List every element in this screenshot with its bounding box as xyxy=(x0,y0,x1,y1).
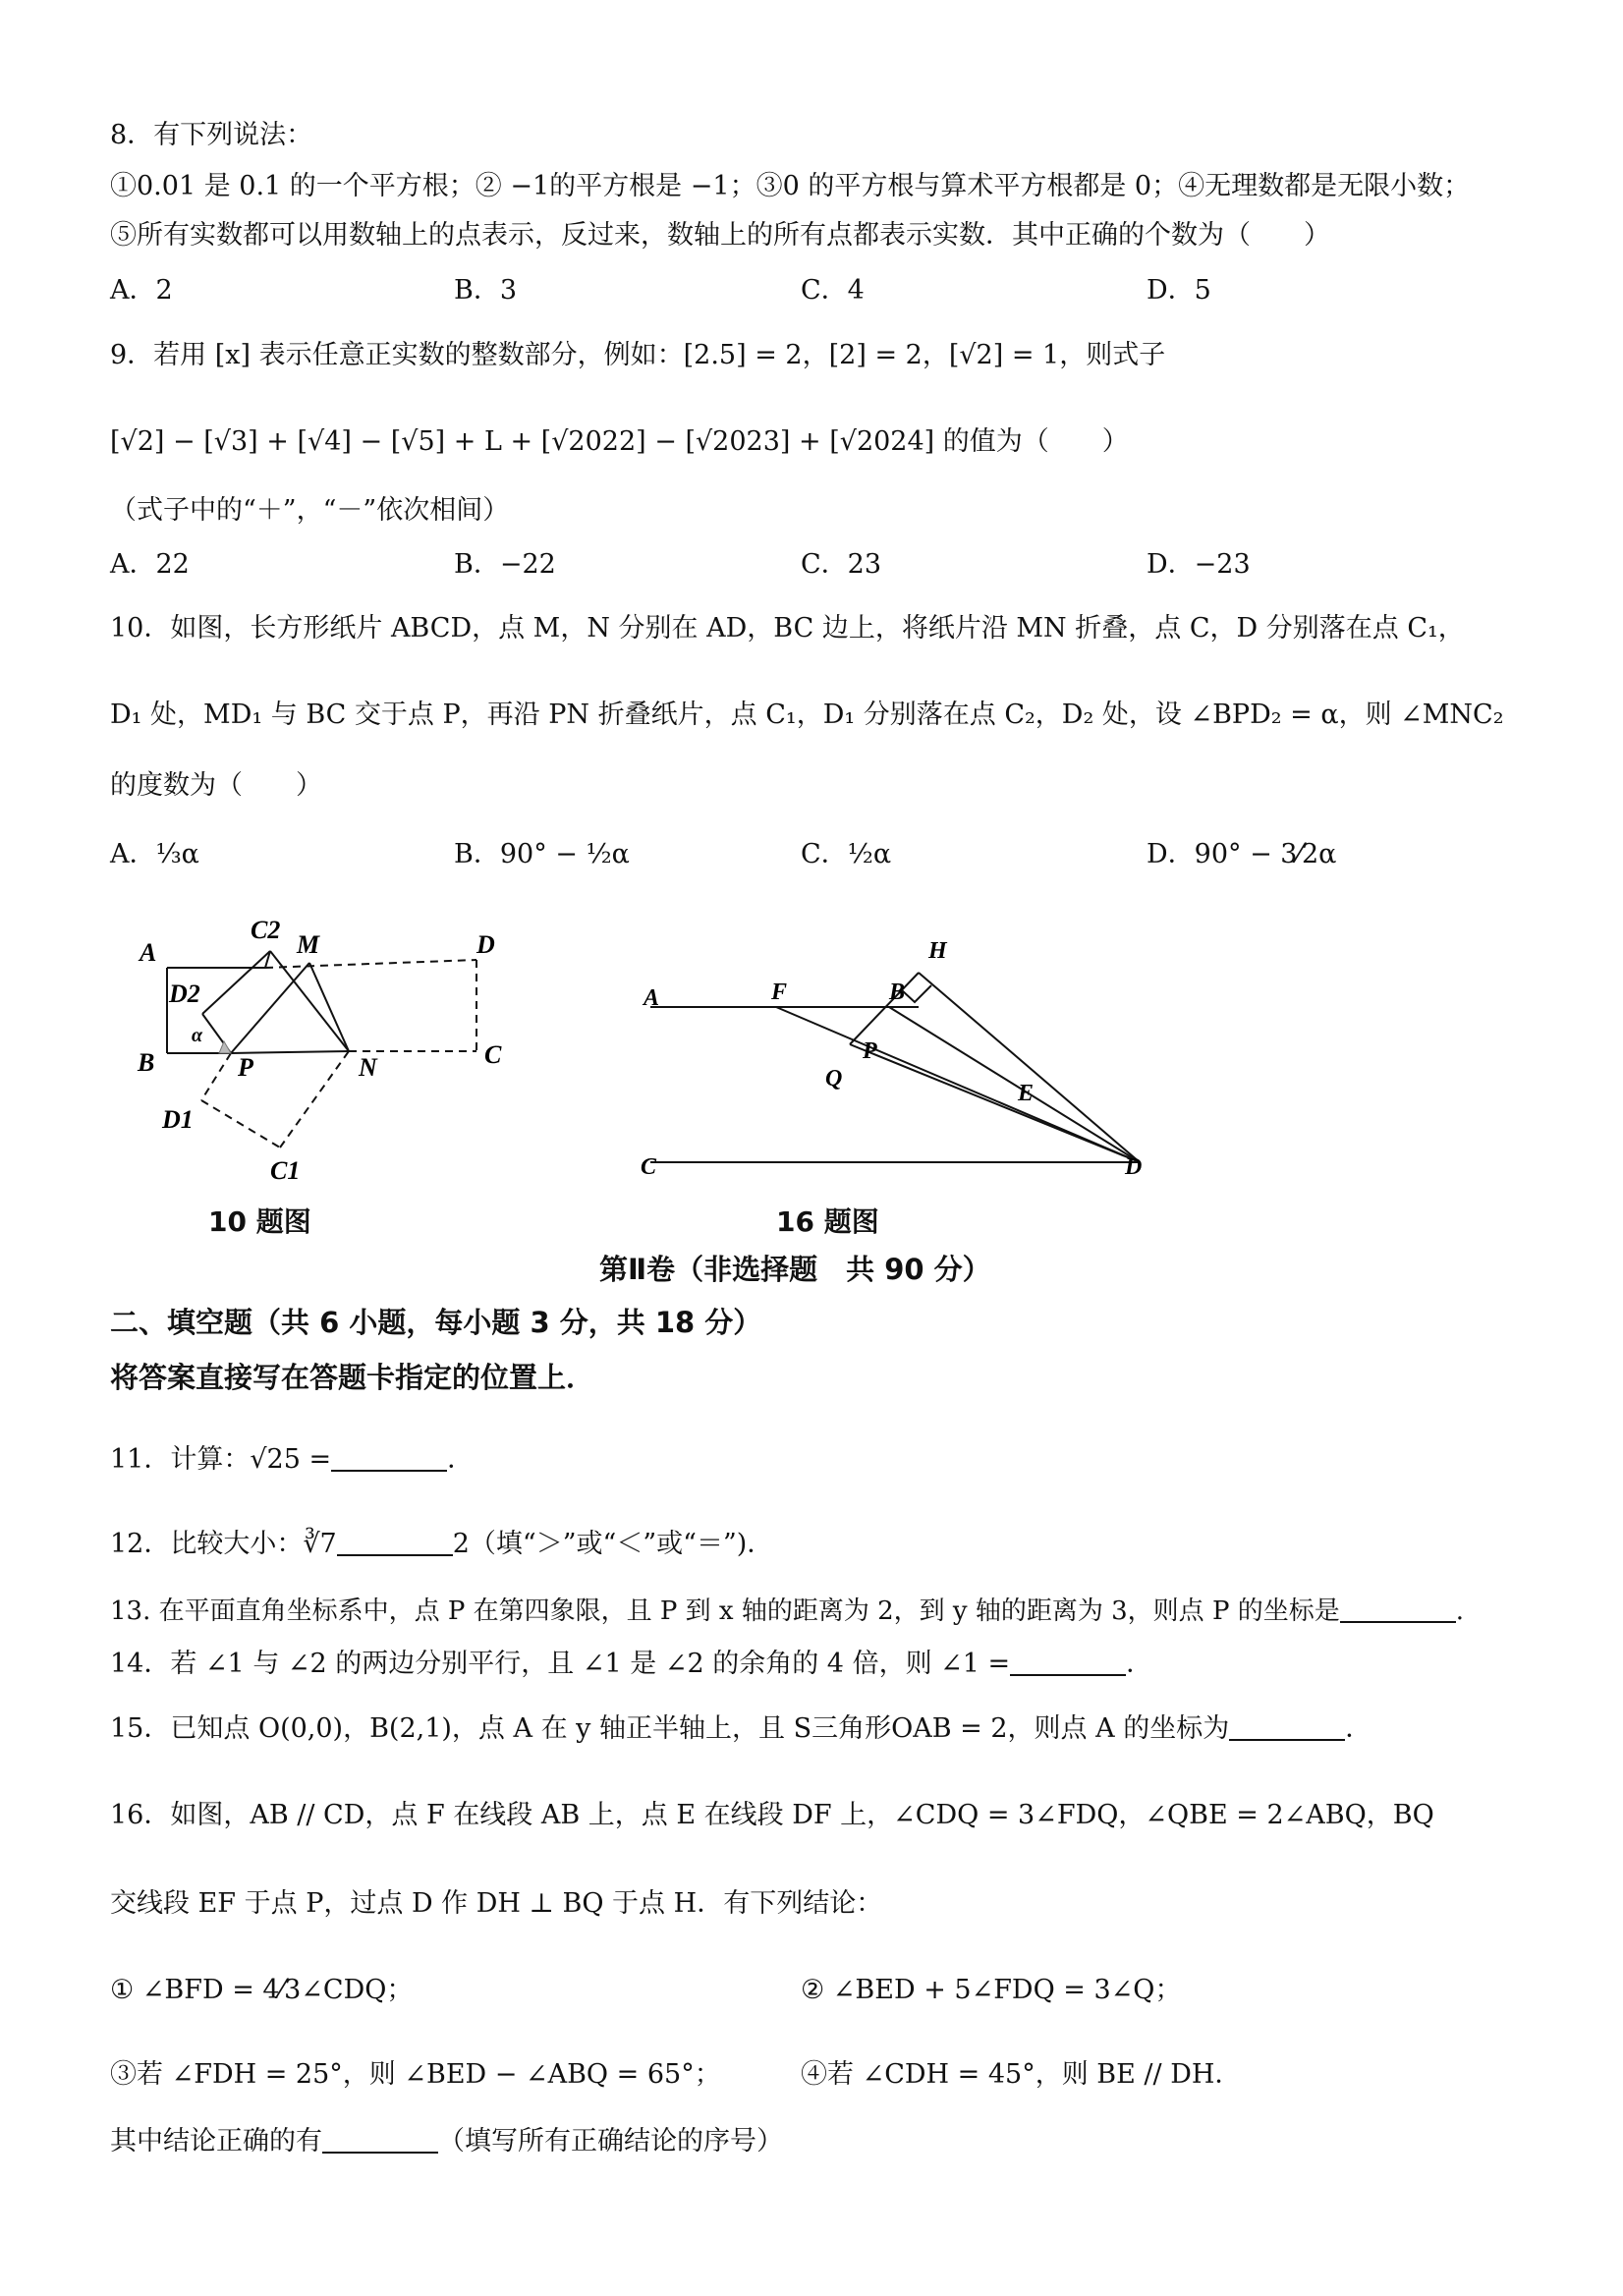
q8-option-c: C．4 xyxy=(801,275,865,306)
q11 xyxy=(110,1440,474,1480)
q8-statement-line2: ⑤所有实数都可以用数轴上的点表示，反过来，数轴上的所有点都表示实数．其中正确的个数为（ ） xyxy=(110,220,1330,251)
q9-option-b: B．−22 xyxy=(454,549,556,580)
q12 xyxy=(110,1525,773,1564)
q16-line1: 16．如图，AB // CD，点 F 在线段 AB 上，点 E 在线段 DF 上，∠CDQ = 3∠FDQ，∠QBE = 2∠ABQ，BQ xyxy=(110,1800,1434,1830)
q13-text: 13. 在平面直角坐标系中，点 P 在第四象限，且 P 到 x 轴的距离为 2，到 y 轴的距离为 3，则点 P 的坐标是 xyxy=(110,1596,1340,1626)
q16-conclusion-4: ④若 ∠CDH = 45°，则 BE // DH． xyxy=(801,2059,1242,2090)
q9-expression: [√2] − [√3] + [√4] − [√5] + L + [√2022] − [√2023] + [√2024] 的值为（ ） xyxy=(110,426,1129,457)
fig10-label-d: D xyxy=(476,930,495,959)
q11-end: ． xyxy=(447,1444,475,1475)
q11-answer-blank xyxy=(331,1442,447,1472)
fig16-label-a: A xyxy=(644,985,660,1011)
q16-conclusion-3: ③若 ∠FDH = 25°，则 ∠BED − ∠ABQ = 65°； xyxy=(110,2059,721,2090)
fig16-label-c: C xyxy=(641,1154,657,1180)
q13 xyxy=(110,1592,1464,1631)
q16-line2: 交线段 EF 于点 P，过点 D 作 DH ⊥ BQ 于点 H．有下列结论： xyxy=(110,1888,883,1919)
q10-line3: 的度数为（ ） xyxy=(110,770,322,801)
q14-text: 14．若 ∠1 与 ∠2 的两边分别平行，且 ∠1 是 ∠2 的余角的 4 倍，则 ∠1 = xyxy=(110,1649,1011,1679)
section2-title: 二、填空题（共 6 小题，每小题 3 分，共 18 分） xyxy=(110,1306,762,1339)
fig10-label-c: C xyxy=(484,1040,502,1069)
fig10-label-d1: D1 xyxy=(162,1105,194,1134)
section2-instruction: 将答案直接写在答题卡指定的位置上． xyxy=(110,1361,595,1394)
q13-end: . xyxy=(1455,1596,1464,1626)
q16-conclusion-2: ② ∠BED + 5∠FDQ = 3∠Q； xyxy=(801,1975,1182,2005)
q10-option-d: D．90° − 3⁄2α xyxy=(1147,839,1337,869)
q10-option-b: B．90° − ½α xyxy=(454,839,630,869)
q15-text: 15．已知点 O(0,0)，B(2,1)，点 A 在 y 轴正半轴上，且 S三角形OAB = 2，则点 A 的坐标为 xyxy=(110,1713,1230,1744)
q13-answer-blank xyxy=(1340,1594,1456,1623)
fig16-label-q: Q xyxy=(825,1066,843,1092)
q14-end: ． xyxy=(1126,1649,1153,1679)
q9-note: （式子中的“＋”，“－”依次相间） xyxy=(110,495,510,526)
q8-statement-line1: ①0.01 是 0.1 的一个平方根；② −1的平方根是 −1；③0 的平方根与算术平方根都是 0；④无理数都是无限小数； xyxy=(110,171,1471,201)
q10-line1: 10．如图，长方形纸片 ABCD，点 M，N 分别在 AD，BC 边上，将纸片沿 MN 折叠，点 C，D 分别落在点 C₁， xyxy=(110,613,1465,644)
q10-line2: D₁ 处，MD₁ 与 BC 交于点 P，再沿 PN 折叠纸片，点 C₁，D₁ 分别落在点 C₂，D₂ 处，设 ∠BPD₂ = α，则 ∠MNC₂ xyxy=(110,700,1504,730)
q14-answer-blank xyxy=(1010,1647,1126,1676)
fig10-label-c1: C1 xyxy=(270,1156,301,1185)
q9-option-a: A．22 xyxy=(110,549,190,580)
fig16-label-d: D xyxy=(1125,1154,1143,1180)
q10-option-c: C．½α xyxy=(801,839,892,869)
q16-final-end: （填写所有正确结论的序号） xyxy=(438,2126,783,2156)
q15-answer-blank xyxy=(1229,1711,1345,1741)
q12-answer-blank xyxy=(337,1527,453,1556)
fig10-label-n: N xyxy=(359,1053,377,1082)
fig10-label-a: A xyxy=(140,938,157,967)
q10-option-a: A．⅓α xyxy=(110,839,199,869)
fig10-label-c2: C2 xyxy=(251,916,281,944)
q9-option-d: D．−23 xyxy=(1147,549,1251,580)
q8-title: 8．有下列说法： xyxy=(110,120,313,150)
fig10-label-b: B xyxy=(138,1048,155,1077)
fig10-label-p: P xyxy=(238,1053,253,1082)
fig10-label-d2: D2 xyxy=(169,980,200,1008)
q11-text: 11．计算：√25 = xyxy=(110,1444,332,1475)
q15-end: ． xyxy=(1345,1713,1372,1744)
q16-conclusion-1: ① ∠BFD = 4⁄3∠CDQ； xyxy=(110,1975,414,2005)
q14 xyxy=(110,1645,1152,1684)
q12-text: 12．比较大小：∛7 xyxy=(110,1529,337,1559)
fig16-label-b: B xyxy=(889,980,906,1005)
q9-option-c: C．23 xyxy=(801,549,882,580)
q8-option-d: D．5 xyxy=(1147,275,1211,306)
q9-line1: 9．若用 [x] 表示任意正实数的整数部分，例如：[2.5] = 2，[2] = 2，[√2] = 1，则式子 xyxy=(110,340,1166,370)
fig16-label-e: E xyxy=(1018,1081,1035,1106)
part2-heading: 第Ⅱ卷（非选择题 共 90 分） xyxy=(599,1253,991,1286)
q15 xyxy=(110,1709,1371,1749)
q16-final-text: 其中结论正确的有 xyxy=(110,2126,322,2156)
figure-16-caption: 16 题图 xyxy=(776,1205,879,1238)
fig16-label-p: P xyxy=(863,1038,877,1064)
figure-16-diagram xyxy=(629,928,1208,1194)
q8-option-a: A．2 xyxy=(110,275,173,306)
figure-10-diagram xyxy=(118,904,570,1189)
fig16-label-f: F xyxy=(771,980,788,1005)
fig10-label-m: M xyxy=(297,930,320,959)
q16-answer-blank xyxy=(322,2124,438,2154)
q16-final xyxy=(110,2122,783,2161)
figure-10-caption: 10 题图 xyxy=(208,1205,311,1238)
q8-option-b: B．3 xyxy=(454,275,518,306)
fig10-label-alpha: α xyxy=(192,1025,203,1046)
q12-end: 2（填“＞”或“＜”或“＝”)． xyxy=(452,1529,774,1559)
fig16-label-h: H xyxy=(928,938,947,964)
